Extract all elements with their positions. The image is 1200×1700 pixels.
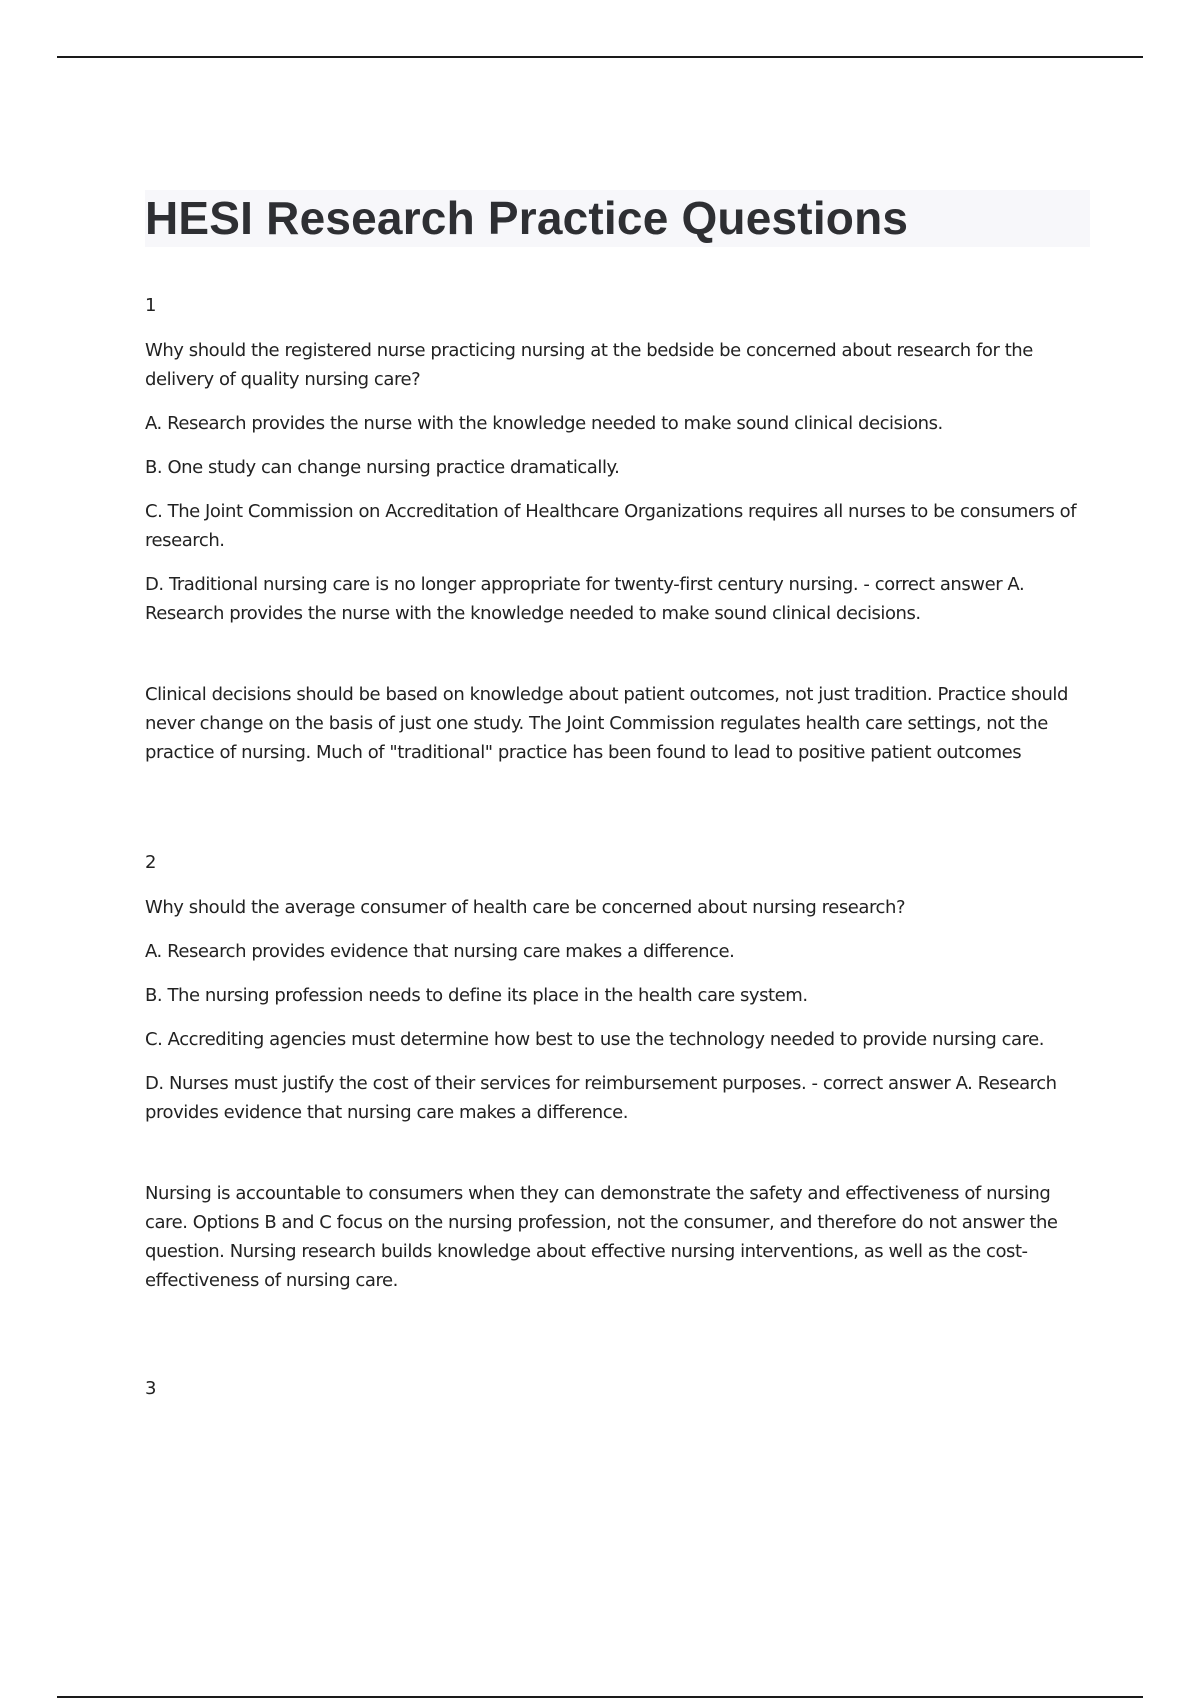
question-prompt: Why should the average consumer of health care be concerned about nursing research? (145, 897, 906, 918)
question-1 (145, 293, 1090, 767)
option-d-with-answer: D. Nurses must justify the cost of their services for reimbursement purposes. - correct answer A. Research provides evidence that nursing care makes a difference. (145, 1073, 1057, 1123)
rationale: Nursing is accountable to consumers when they can demonstrate the safety and effectiveness of nursing care. Options B and C focus on the nursing profession, not the consumer, and therefore do not answer the question. Nursing research builds knowledge about effective nursing interventions, as well as the cost-effectiveness of nursing care. (145, 1183, 1058, 1291)
question-prompt: Why should the registered nurse practicing nursing at the bedside be concerned about research for the delivery of quality nursing care? (145, 340, 1033, 390)
option-c: C. Accrediting agencies must determine how best to use the technology needed to provide nursing care. (145, 1029, 1045, 1050)
rationale: Clinical decisions should be based on knowledge about patient outcomes, not just tradition. Practice should never change on the basis of just one study. The Joint Commission regulates health care settings, not the practice of nursing. Much of "traditional" practice has been found to lead to positive patient outcomes (145, 684, 1068, 763)
question-number: 2 (145, 852, 157, 873)
question-3 (145, 1376, 1090, 1402)
question-number: 3 (145, 1378, 157, 1399)
top-rule (57, 56, 1143, 58)
document-page (145, 190, 1090, 1419)
question-number: 1 (145, 295, 157, 316)
option-d-with-answer: D. Traditional nursing care is no longer appropriate for twenty-first century nursing. - correct answer A. Research provides the nurse with the knowledge needed to make sound clinical decisions. (145, 574, 1025, 624)
option-b: B. One study can change nursing practice dramatically. (145, 457, 620, 478)
option-a: A. Research provides the nurse with the knowledge needed to make sound clinical decisions. (145, 413, 943, 434)
title-banner (145, 190, 1090, 247)
option-c: C. The Joint Commission on Accreditation of Healthcare Organizations requires all nurses to be consumers of research. (145, 501, 1077, 551)
question-2 (145, 850, 1090, 1295)
document-title: HESI Research Practice Questions (145, 192, 909, 244)
option-b: B. The nursing profession needs to define its place in the health care system. (145, 985, 808, 1006)
bottom-rule (57, 1696, 1143, 1698)
option-a: A. Research provides evidence that nursing care makes a difference. (145, 941, 735, 962)
